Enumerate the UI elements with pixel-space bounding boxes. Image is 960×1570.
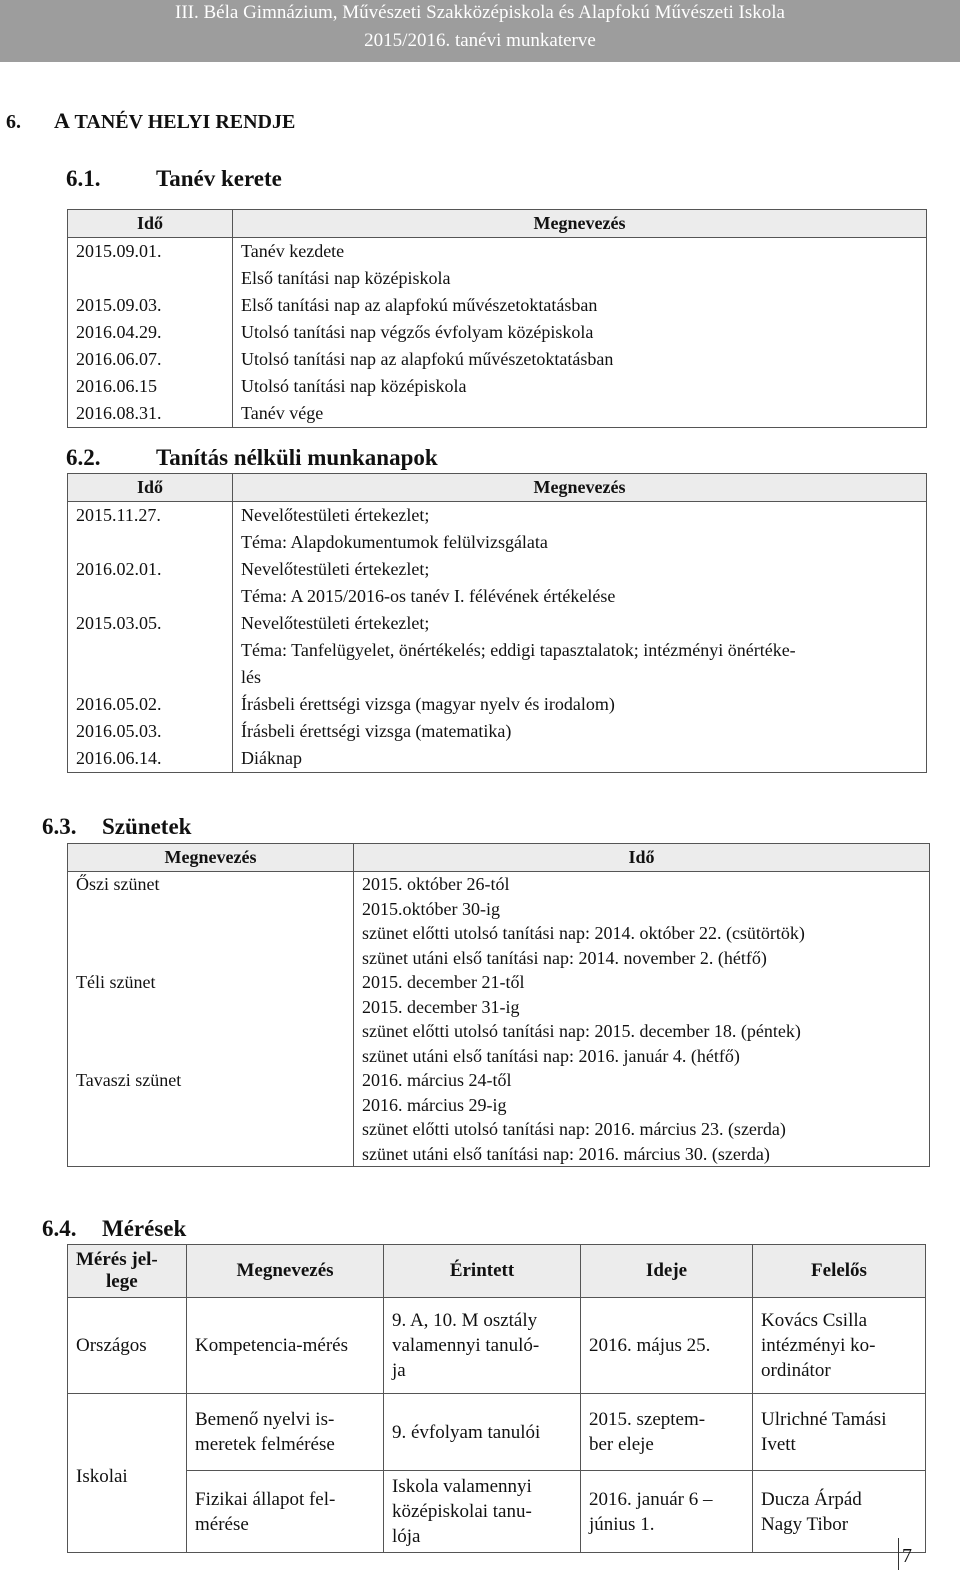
header-time: Idő [68,474,233,502]
name-cell [233,718,927,745]
table-body [68,1298,926,1553]
measure-affected-line: Iskola valamennyi [392,1476,532,1497]
section-title: Tanév kerete [156,166,282,191]
name-line: Írásbeli érettségi vizsga (magyar nyelv és irodalom) [241,694,615,714]
holiday-time-line: szünet előtti utolsó tanítási nap: 2015. december 18. (péntek) [362,1021,801,1041]
date-cell [68,238,233,293]
holiday-name-cell [68,1068,354,1167]
measure-responsible-line: Ivett [761,1434,796,1455]
section-number: 6.2. [66,445,101,470]
measure-name-cell [187,1471,384,1553]
name-line: Nevelőtestületi értekezlet; [241,559,430,579]
holiday-time-line: szünet utáni első tanítási nap: 2016. március 30. (szerda) [362,1143,770,1164]
name-cell [233,556,927,610]
table-header-row [68,844,930,872]
table-row [68,556,927,610]
name-line: Utolsó tanítási nap végzős évfolyam középiskola [241,322,594,342]
holidays-table [67,843,930,1167]
table-header-row [68,474,927,502]
table-row [68,319,927,346]
section-heading-6-2 [66,445,438,471]
measure-affected-line: 9. évfolyam tanulói [392,1421,541,1443]
chapter-heading [6,108,295,134]
table-body [68,238,927,428]
measure-name-line: meretek felmérése [195,1434,335,1455]
holiday-name: Tavaszi szünet [76,1070,182,1090]
date-cell [68,718,233,745]
name-line: Tanév vége [241,403,324,423]
table-row [68,1394,926,1471]
measure-type-cell [68,1298,187,1394]
table-row [68,1471,926,1553]
measure-type-cell [68,1394,187,1553]
measure-responsible-line: Ducza Árpád [761,1488,862,1510]
table-row [68,238,927,293]
section-heading-6-1 [66,166,282,192]
name-line: Írásbeli érettségi vizsga (matematika) [241,721,512,741]
section-number: 6.1. [66,166,101,191]
measure-responsible-line: intézményi ko- [761,1335,876,1356]
holiday-name: Őszi szünet [76,874,160,894]
chapter-number: 6. [6,111,21,133]
school-year-frame-table [67,209,927,428]
measure-name-line: Kompetencia-mérés [195,1335,348,1356]
table-body [68,872,930,1167]
date-cell [68,346,233,373]
holiday-time-line: 2016. március 29-ig [362,1094,507,1115]
measure-affected-cell [384,1471,581,1553]
date-cell [68,745,233,773]
name-line: Utolsó tanítási nap középiskola [241,376,467,396]
chapter-title-rest: TANÉV HELYI RENDJE [69,111,296,133]
measure-date-line: június 1. [589,1513,655,1535]
name-line: Téma: Alapdokumentumok felülvizsgálata [241,532,548,552]
holiday-name-cell [68,970,354,1068]
header-school-name: III. Béla Gimnázium, Művészeti Szakközépiskola és Alapfokú Művészeti Iskola [175,2,785,23]
page-number: 7 [902,1545,912,1567]
measure-name-line: mérése [195,1513,249,1535]
table-row [68,970,930,1068]
measure-responsible-line: Ulrichné Tamási [761,1409,887,1430]
holiday-time-cell [354,872,930,971]
name-line: Tanév kezdete [241,241,345,261]
measure-date-cell [581,1298,753,1394]
name-line: Első tanítási nap középiskola [241,268,451,288]
measure-affected-cell [384,1394,581,1471]
section-title: Szünetek [102,814,192,839]
name-cell [233,319,927,346]
holiday-time-line: szünet utáni első tanítási nap: 2016. január 4. (hétfő) [362,1045,740,1066]
name-cell [233,373,927,400]
name-cell [233,292,927,319]
date-text: 2016.08.31. [76,403,162,423]
measure-affected-line: valamennyi tanuló- [392,1335,540,1356]
section-number: 6.3. [42,814,77,839]
holiday-name: Téli szünet [76,972,156,992]
date-cell [68,556,233,610]
section-title: Tanítás nélküli munkanapok [156,445,438,470]
table-row [68,400,927,428]
table-header-row [68,1245,926,1298]
measure-date-line: 2016. május 25. [589,1335,711,1356]
header-time: Idő [68,210,233,238]
footer-rule [898,1538,899,1570]
date-cell [68,373,233,400]
measure-responsible-line: ordinátor [761,1360,831,1381]
name-line: Nevelőtestületi értekezlet; [241,613,430,633]
table-header-row [68,210,927,238]
holiday-time-line: 2015.október 30-ig [362,898,500,919]
header-time: Idő [354,844,930,872]
measure-affected-cell [384,1298,581,1394]
date-text: 2016.02.01. [76,559,162,579]
measure-affected-line: lója [392,1526,421,1547]
name-cell [233,238,927,293]
table-row [68,373,927,400]
section-heading-6-4 [42,1216,186,1242]
name-line: Téma: A 2015/2016-os tanév I. félévének értékelése [241,586,616,606]
name-line: Nevelőtestületi értekezlet; [241,505,430,525]
date-text: 2016.06.14. [76,748,162,768]
date-text: 2016.06.15 [76,376,157,396]
header-name: Megnevezés [187,1245,384,1298]
measure-date-line: ber eleje [589,1434,654,1455]
name-cell [233,691,927,718]
holiday-time-line: 2015. december 21-től [362,972,525,992]
measure-type: Országos [76,1335,147,1356]
measure-name-line: Bemenő nyelvi is- [195,1409,335,1430]
measure-affected-line: középiskolai tanu- [392,1501,532,1522]
name-cell [233,346,927,373]
header-type [68,1245,187,1298]
name-cell [233,745,927,773]
name-line: Utolsó tanítási nap az alapfokú művészetoktatásban [241,349,614,369]
header-affected: Érintett [384,1245,581,1298]
header-name: Megnevezés [233,210,927,238]
header-plan-title: 2015/2016. tanévi munkaterve [364,30,596,51]
date-text: 2015.09.01. [76,241,162,261]
date-cell [68,691,233,718]
table-row [68,691,927,718]
table-row [68,502,927,557]
table-row [68,872,930,971]
table-row [68,718,927,745]
header-date: Ideje [581,1245,753,1298]
date-cell [68,610,233,691]
measure-responsible-line: Kovács Csilla [761,1310,868,1331]
section-heading-6-3 [42,814,191,840]
date-cell [68,319,233,346]
table-row [68,610,927,691]
non-teaching-days-table [67,473,927,773]
header-type-line: lege [106,1271,138,1292]
measure-name-line: Fizikai állapot fel- [195,1488,336,1510]
header-name: Megnevezés [68,844,354,872]
measure-responsible-cell [753,1471,926,1553]
header-name: Megnevezés [233,474,927,502]
section-title: Mérések [102,1216,187,1241]
measure-date-cell [581,1471,753,1553]
holiday-time-line: 2015. október 26-tól [362,874,510,894]
measure-date-line: 2016. január 6 – [589,1488,713,1510]
date-cell [68,502,233,557]
measure-date-line: 2015. szeptem- [589,1409,706,1430]
date-text: 2016.05.02. [76,694,162,714]
name-cell [233,610,927,691]
measurements-table [67,1244,926,1553]
holiday-time-line: 2015. december 31-ig [362,996,520,1017]
date-text: 2016.05.03. [76,721,162,741]
name-cell [233,400,927,428]
date-text: 2015.03.05. [76,613,162,633]
measure-date-cell [581,1394,753,1471]
holiday-time-line: szünet előtti utolsó tanítási nap: 2016. március 23. (szerda) [362,1119,786,1139]
date-text: 2016.06.07. [76,349,162,369]
date-text: 2015.11.27. [76,505,161,525]
holiday-time-line: 2016. március 24-től [362,1070,512,1090]
date-text: 2015.09.03. [76,295,162,315]
header-responsible: Felelős [753,1245,926,1298]
holiday-time-line: szünet előtti utolsó tanítási nap: 2014. október 22. (csütörtök) [362,923,805,943]
header-type-line: Mérés jel- [76,1249,158,1270]
table-row [68,292,927,319]
table-row [68,745,927,773]
chapter-title-first: A [54,108,70,133]
name-cell [233,502,927,557]
holiday-time-cell [354,970,930,1068]
table-row [68,1068,930,1167]
name-line: Első tanítási nap az alapfokú művészetoktatásban [241,295,598,315]
measure-responsible-cell [753,1394,926,1471]
table-row [68,346,927,373]
date-cell [68,400,233,428]
section-number: 6.4. [42,1216,77,1241]
name-line: Téma: Tanfelügyelet, önértékelés; eddigi tapasztalatok; intézményi önértéke- [241,640,796,660]
measure-affected-line: ja [392,1360,406,1381]
table-row [68,1298,926,1394]
page-header [0,0,960,62]
holiday-name-cell [68,872,354,971]
name-line: lés [241,667,261,687]
measure-responsible-cell [753,1298,926,1394]
measure-responsible-line: Nagy Tibor [761,1513,849,1535]
measure-type: Iskolai [76,1466,128,1487]
table-body [68,502,927,773]
measure-name-cell [187,1394,384,1471]
name-line: Diáknap [241,748,302,768]
measure-affected-line: 9. A, 10. M osztály [392,1310,538,1331]
date-text: 2016.04.29. [76,322,162,342]
measure-name-cell [187,1298,384,1394]
holiday-time-cell [354,1068,930,1167]
holiday-time-line: szünet utáni első tanítási nap: 2014. november 2. (hétfő) [362,947,767,968]
date-cell [68,292,233,319]
